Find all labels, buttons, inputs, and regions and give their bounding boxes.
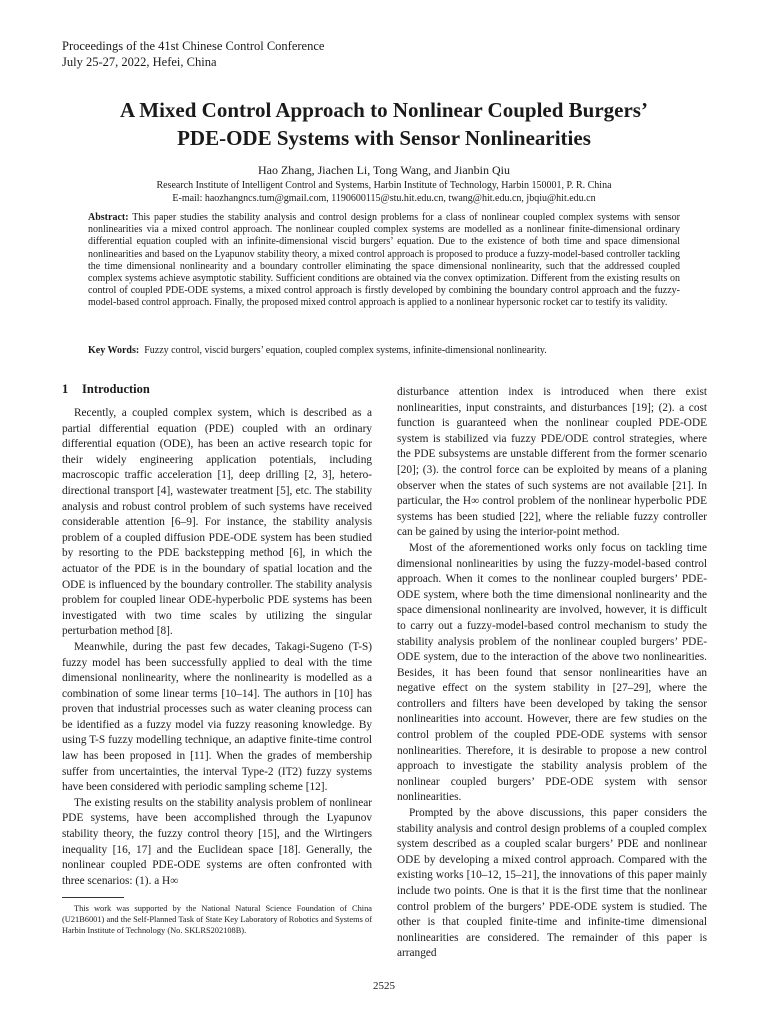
affiliation <box>40 179 728 205</box>
title-line-2: PDE-ODE Systems with Sensor Nonlinearities <box>177 126 591 150</box>
section-number: 1 <box>62 382 69 396</box>
keywords <box>88 344 680 357</box>
section-heading-introduction <box>62 380 372 398</box>
paragraph: Most of the aforementioned works only focus on tackling time dimensional nonlinearities by using the fuzzy-model-based control approach. When it comes to the nonlinear coupled burgers’ PDE-ODE system, where both the time dimensional nonlinearity and the space dimensional nonlinearity are involved, however, it is difficult to carry out a fuzzy-model-based control mechanism to study the stability analysis problem of the nonlinear coupled burgers’ PDE-ODE system, due to the interaction of the above two nonlinearities. Besides, it has been found that sensor nonlinearities have an negative effect on the system stability in [27–29], where the controllers and filters have been developed by taking the sensor nonlinearities into account. However, there are few studies on the control problem of the coupled PDE-ODE systems with sensor nonlinearities. Therefore, it is desirable to propose a new control approach to investigate the stability analysis problem of the nonlinear coupled burgers’ PDE-ODE system with sensor nonlinearities. <box>397 541 707 804</box>
conference-date-location: July 25-27, 2022, Hefei, China <box>62 55 217 69</box>
paragraph: Recently, a coupled complex system, which is described as a partial differential equation (PDE) coupled with an ordinary differential equation (ODE), has been an active research topic for their widely engineering application potentials, including macroscopic traffic acceleration [1], deep drilling [2, 3], hetero-directional transport [4], wastewater treatment [5], etc. The stability analysis and robust control problem of such systems have received considerable attention [6–9]. For instance, the stability analysis problem of a coupled diffusion PDE-ODE system has been studied by resorting to the PDE backstepping method [6], in which the actuator of the PDE is in the boundary of spatial location and the ODE is influenced by the boundary controller. The stability analysis problem for coupled linear ODE-hyperbolic PDE systems has been investigated with two time scales by utilizing the singular perturbation method [8]. <box>62 407 372 638</box>
footnote-rule <box>62 897 124 898</box>
abstract <box>88 212 680 310</box>
conference-name: Proceedings of the 41st Chinese Control Conference <box>62 39 325 53</box>
conference-header <box>62 38 324 70</box>
section-title: Introduction <box>82 382 150 396</box>
left-column <box>62 380 372 889</box>
paper-title <box>40 96 728 152</box>
keywords-label: Key Words: <box>88 345 140 356</box>
paragraph: Meanwhile, during the past few decades, Takagi-Sugeno (T-S) fuzzy model has been successfully applied to deal with the time dimensional nonlinearity, where the nonlinearity is modelled as a combination of some linear terms [10–14]. The authors in [10] has proven that industrial processes such as water cleaning process can be identified as a fuzzy model via fuzzy reasoning knowledge. By using T-S fuzzy modelling technique, an adaptive finite-time control law has been proposed in [11]. When the grades of membership suffer from uncertainties, the interval Type-2 (IT2) fuzzy systems have been considered with periodic sampling scheme [12]. <box>62 640 372 794</box>
abstract-label: Abstract: <box>88 212 129 223</box>
title-line-1: A Mixed Control Approach to Nonlinear Coupled Burgers’ <box>120 98 648 122</box>
funding-footnote: This work was supported by the National Natural Science Foundation of China (U21B6001) and the Self-Planned Task of State Key Laboratory of Robotics and Systems of Harbin Institute of Technology (No. SKLRS202108B). <box>62 904 372 936</box>
author-list: Hao Zhang, Jiachen Li, Tong Wang, and Jianbin Qiu <box>257 163 511 177</box>
page-number: 2525 <box>373 980 395 992</box>
abstract-text: This paper studies the stability analysis and control design problems for a class of nonlinear coupled complex systems with sensor nonlinearities via a mixed control approach. The nonlinear coupled complex systems are modelled as a nonlinear finite-dimensional ordinary differential equation coupled with an infinite-dimensional viscid burgers’ equation. Due to the existence of both time and space dimensional nonlinearities and based on the Lyapunov stability theory, a mixed control approach is proposed to produce a fuzzy-model-based controller tackling the time dimensional nonlinearity and a boundary controller eliminating the space dimensional nonlinearity, such that the addressed coupled complex systems achieve asymptotic stability. Sufficient conditions are obtained via the convex optimization. Different from the existing results on control of coupled PDE-ODE systems, a mixed control approach is firstly developed by combining the boundary control approach and the fuzzy-model-based control approach. Finally, the proposed mixed control approach is applied to a nonlinear hypersonic rocket car to testify its validity. <box>88 212 680 309</box>
keywords-text: Fuzzy control, viscid burgers’ equation, coupled complex systems, infinite-dimensional nonlinearity. <box>144 345 547 356</box>
paragraph: disturbance attention index is introduced when there exist nonlinearities, input constraints, and disturbances [19]; (2). a cost function is guaranteed when the nonlinear coupled PDE-ODE system is stabilized via fuzzy PDE/ODE control strategies, where the PDE subsystems are unstable different from the former scenario [20]; (3). the control force can be exploited by means of a planing observer when the states of such systems are not available [21]. In particular, the H∞ control problem of the nonlinear hyperbolic PDE systems has been studied [22], where the reliable fuzzy controller can be gained by using the interior-point method. <box>397 386 707 539</box>
paragraph: The existing results on the stability analysis problem of nonlinear PDE systems, have been accomplished through the Lyapunov stability theory, the fuzzy control theory [15], and the Wirtingers inequality [16, 17] and the Euclidean space [18]. Generally, the nonlinear coupled PDE-ODE systems are often confronted with three scenarios: (1). a H∞ <box>62 796 372 887</box>
paragraph: Prompted by the above discussions, this paper considers the stability analysis and control design problems of a coupled complex system described as a coupled scalar burgers’ PDE and nonlinear ODE by developing a mixed control approach. Compared with the existing works [10–12, 15–21], the innovations of this paper mainly include two points. One is that it is the first time that the nonlinear control problem of the burgers’ PDE-ODE system is studied. The other is that coupled finite-time and infinite-time dimensional nonlinearities are considered. The remainder of this paper is arranged <box>397 807 707 960</box>
affiliation-institute: Research Institute of Intelligent Control and Systems, Harbin Institute of Technology, Harbin 150001, P. R. China <box>156 180 612 191</box>
right-column <box>397 385 707 962</box>
affiliation-emails: E-mail: haozhangncs.tum@gmail.com, 1190600115@stu.hit.edu.cn, twang@hit.edu.cn, jbqiu@hit.edu.cn <box>172 193 596 204</box>
